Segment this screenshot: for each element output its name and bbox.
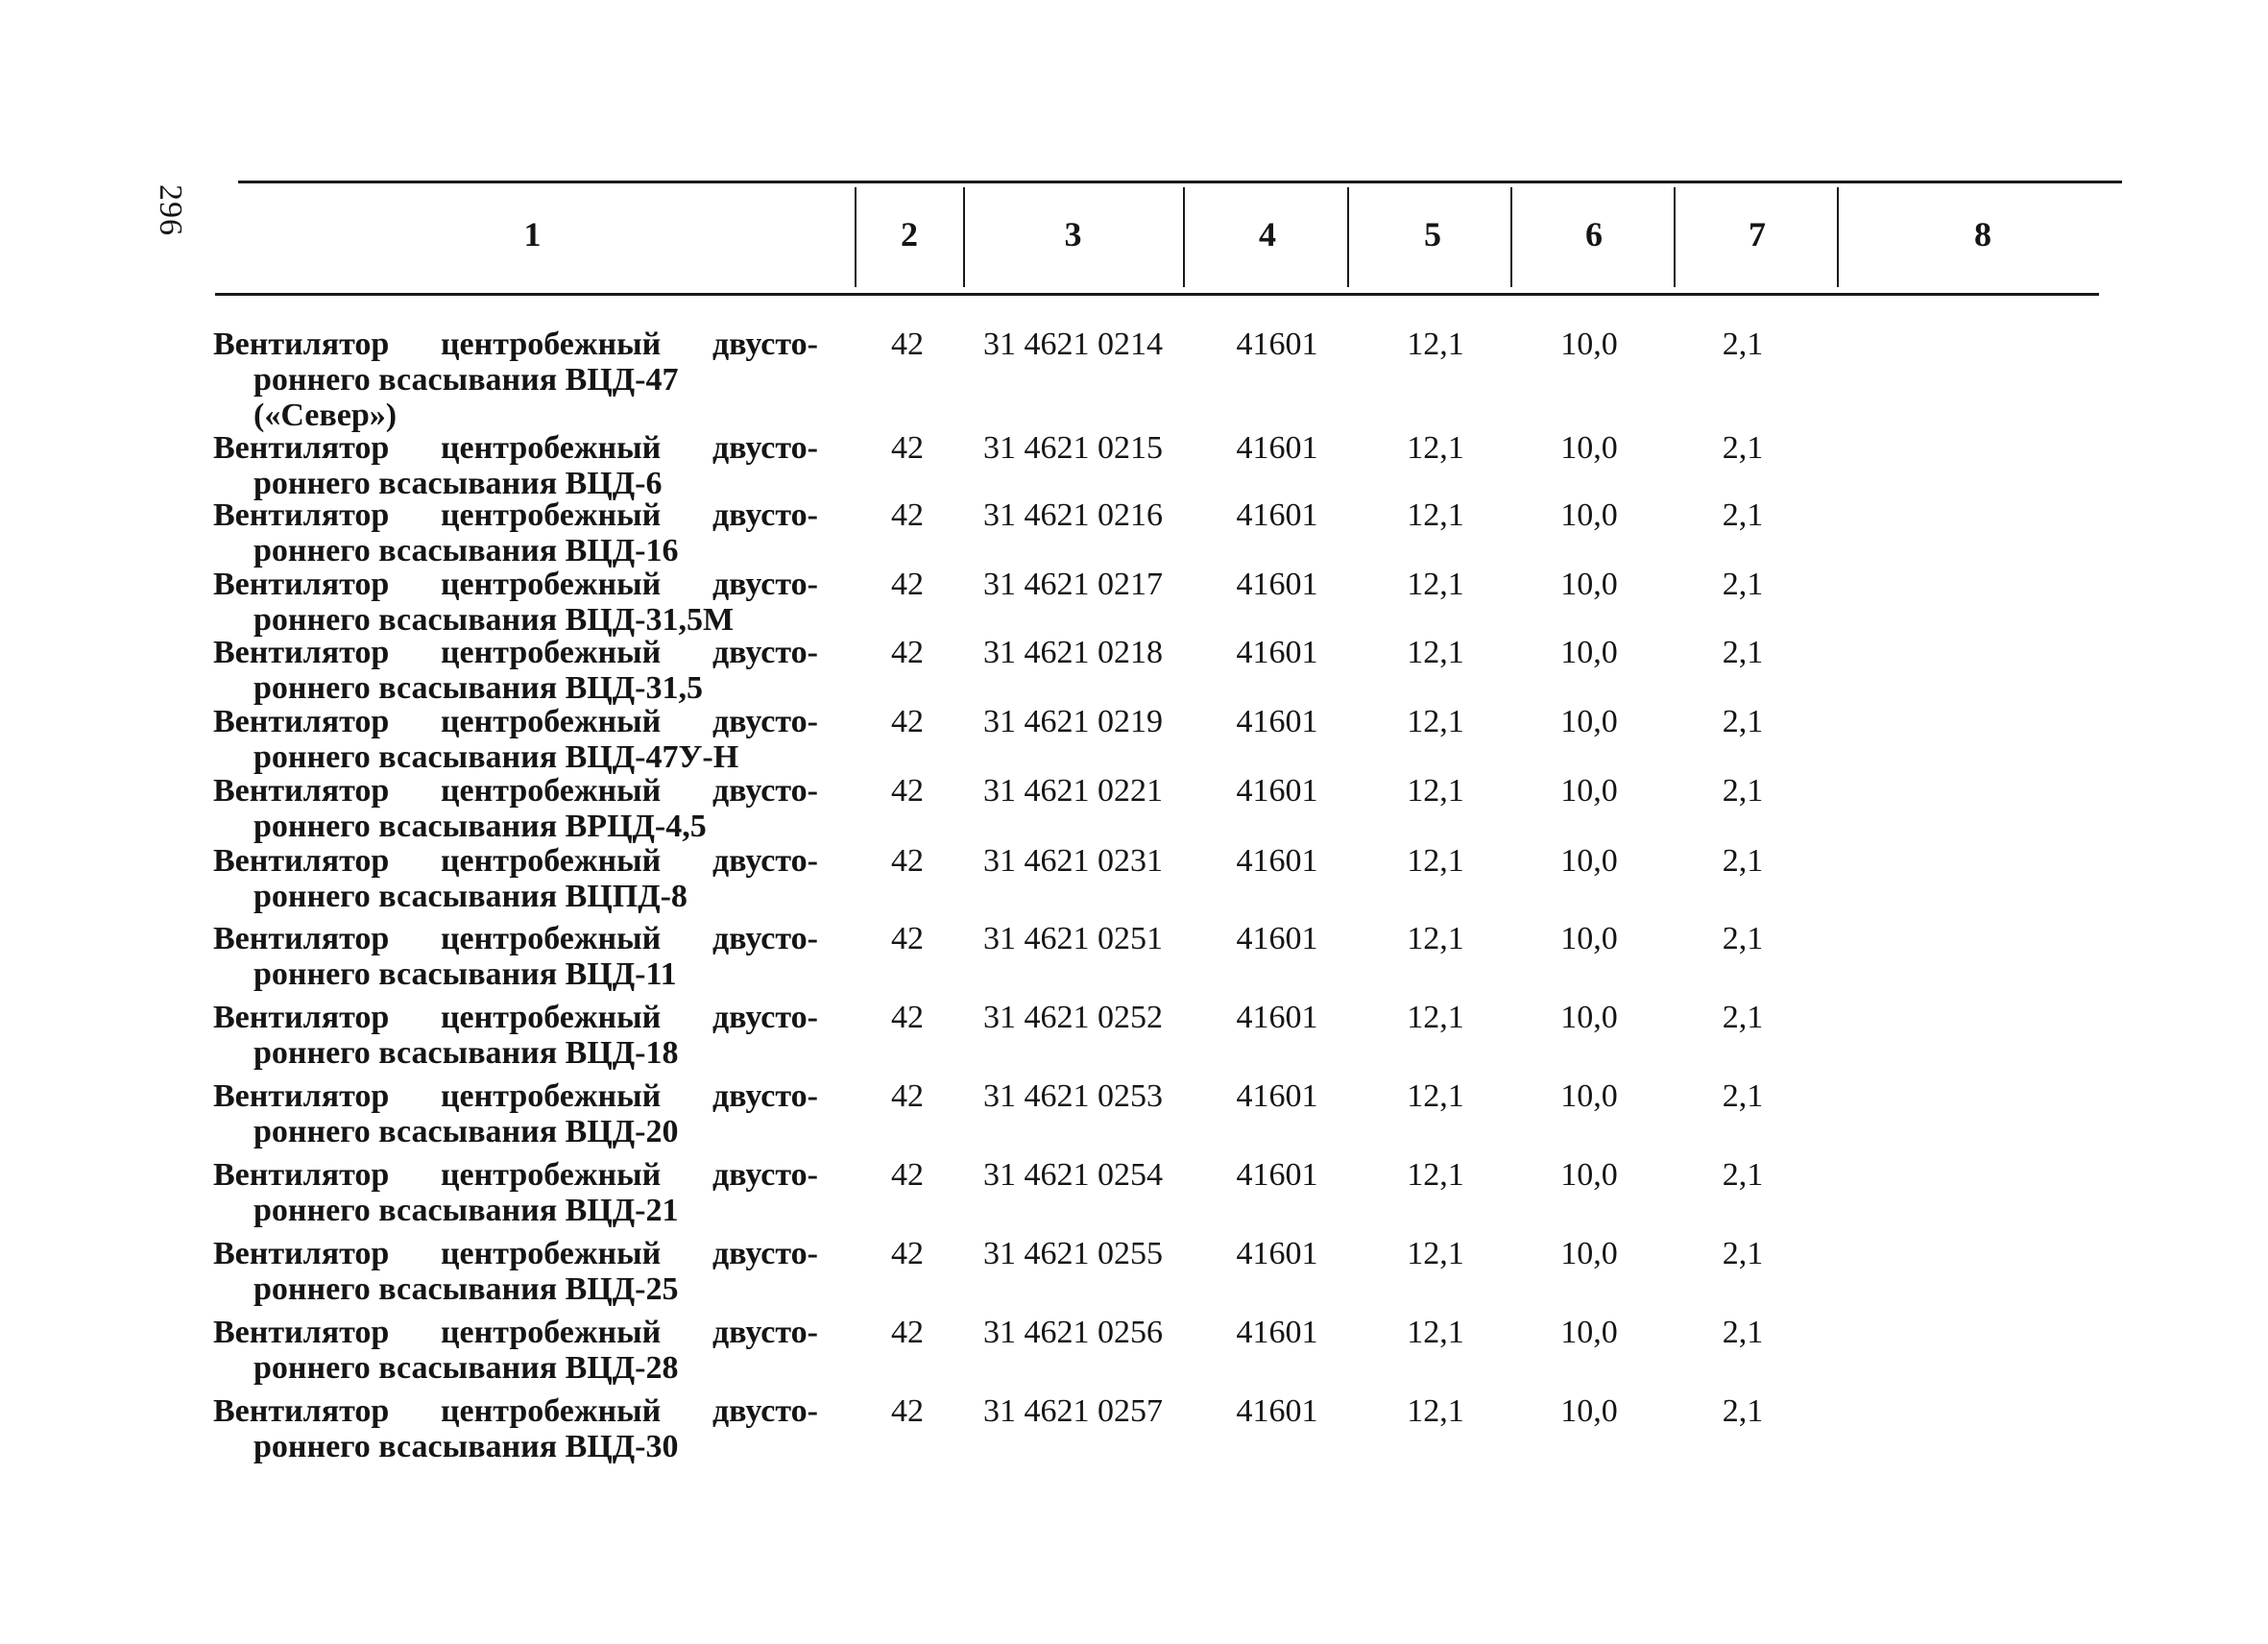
item-name <box>213 635 828 706</box>
cell-col-3: 31 4621 0216 <box>983 497 1163 533</box>
item-name-word: центробежный <box>440 704 662 739</box>
item-name-word: Вентилятор <box>213 1000 390 1035</box>
cell-col-3: 31 4621 0255 <box>983 1236 1163 1271</box>
item-name-line-2: роннего всасывания ВЦД-47У-Н <box>253 739 739 775</box>
cell-col-7: 2,1 <box>1722 921 1764 956</box>
page-number: 296 <box>153 184 188 236</box>
item-name-line-1 <box>213 1157 818 1193</box>
cell-col-3: 31 4621 0251 <box>983 921 1163 956</box>
cell-col-6: 10,0 <box>1560 1236 1618 1271</box>
item-name-word: Вентилятор <box>213 1236 390 1271</box>
item-name-word: центробежный <box>440 1236 662 1271</box>
cell-col-4: 41601 <box>1236 1315 1318 1350</box>
cell-col-6: 10,0 <box>1560 843 1618 879</box>
cell-col-4: 41601 <box>1236 567 1318 602</box>
item-name <box>213 567 828 638</box>
cell-col-2: 42 <box>891 326 924 362</box>
cell-col-7: 2,1 <box>1722 1393 1764 1429</box>
cell-col-3: 31 4621 0215 <box>983 430 1163 466</box>
item-name <box>213 326 828 433</box>
item-name-word: центробежный <box>440 567 662 602</box>
item-name-word: Вентилятор <box>213 497 390 533</box>
item-name-word: Вентилятор <box>213 843 390 879</box>
header-divider <box>963 187 965 287</box>
item-name-line-1 <box>213 704 818 739</box>
cell-col-6: 10,0 <box>1560 497 1618 533</box>
cell-col-6: 10,0 <box>1560 1078 1618 1114</box>
item-name-word: центробежный <box>440 635 662 670</box>
cell-col-6: 10,0 <box>1560 326 1618 362</box>
cell-col-4: 41601 <box>1236 1393 1318 1429</box>
cell-col-2: 42 <box>891 921 924 956</box>
item-name-line-2: роннего всасывания ВЦД-16 <box>253 533 679 568</box>
cell-col-2: 42 <box>891 704 924 739</box>
item-name-word: двусто- <box>712 1393 818 1429</box>
cell-col-7: 2,1 <box>1722 773 1764 809</box>
item-name-word: двусто- <box>712 704 818 739</box>
cell-col-7: 2,1 <box>1722 843 1764 879</box>
cell-col-4: 41601 <box>1236 326 1318 362</box>
item-name-word: центробежный <box>440 1393 662 1429</box>
item-name <box>213 430 828 501</box>
cell-col-2: 42 <box>891 773 924 809</box>
item-name-line-1 <box>213 1315 818 1350</box>
cell-col-4: 41601 <box>1236 704 1318 739</box>
item-name-line-2: роннего всасывания ВЦД-47 <box>253 362 679 398</box>
item-name-word: двусто- <box>712 635 818 670</box>
item-name-word: Вентилятор <box>213 1078 390 1114</box>
cell-col-2: 42 <box>891 1236 924 1271</box>
header-divider <box>1510 187 1512 287</box>
item-name-line-1 <box>213 1236 818 1271</box>
cell-col-3: 31 4621 0231 <box>983 843 1163 879</box>
cell-col-5: 12,1 <box>1407 1000 1464 1035</box>
cell-col-7: 2,1 <box>1722 326 1764 362</box>
cell-col-5: 12,1 <box>1407 326 1464 362</box>
item-name <box>213 1000 828 1071</box>
item-name-line-2: роннего всасывания ВЦД-21 <box>253 1193 679 1228</box>
item-name-line-2: роннего всасывания ВЦПД-8 <box>253 879 688 914</box>
cell-col-5: 12,1 <box>1407 1078 1464 1114</box>
cell-col-6: 10,0 <box>1560 1157 1618 1193</box>
cell-col-4: 41601 <box>1236 843 1318 879</box>
header-bottom-rule <box>215 293 2099 296</box>
item-name-line-2: роннего всасывания ВЦД-28 <box>253 1350 679 1386</box>
item-name-line-2: роннего всасывания ВЦД-31,5М <box>253 602 735 638</box>
header-col-1: 1 <box>523 215 542 254</box>
cell-col-5: 12,1 <box>1407 1393 1464 1429</box>
cell-col-2: 42 <box>891 635 924 670</box>
item-name-word: центробежный <box>440 497 662 533</box>
item-name-word: двусто- <box>712 1157 818 1193</box>
item-name-word: центробежный <box>440 843 662 879</box>
cell-col-7: 2,1 <box>1722 567 1764 602</box>
item-name-word: двусто- <box>712 773 818 809</box>
item-name-line-1 <box>213 326 818 362</box>
header-col-5: 5 <box>1424 215 1441 254</box>
item-name-word: Вентилятор <box>213 326 390 362</box>
item-name-line-1 <box>213 635 818 670</box>
cell-col-2: 42 <box>891 497 924 533</box>
cell-col-3: 31 4621 0219 <box>983 704 1163 739</box>
cell-col-3: 31 4621 0256 <box>983 1315 1163 1350</box>
cell-col-7: 2,1 <box>1722 1236 1764 1271</box>
cell-col-5: 12,1 <box>1407 1315 1464 1350</box>
cell-col-4: 41601 <box>1236 921 1318 956</box>
item-name-word: двусто- <box>712 567 818 602</box>
item-name-word: Вентилятор <box>213 773 390 809</box>
cell-col-6: 10,0 <box>1560 430 1618 466</box>
item-name-word: двусто- <box>712 1000 818 1035</box>
header-col-4: 4 <box>1259 215 1276 254</box>
cell-col-3: 31 4621 0214 <box>983 326 1163 362</box>
cell-col-6: 10,0 <box>1560 635 1618 670</box>
cell-col-5: 12,1 <box>1407 773 1464 809</box>
cell-col-5: 12,1 <box>1407 704 1464 739</box>
item-name-word: центробежный <box>440 430 662 466</box>
cell-col-4: 41601 <box>1236 1000 1318 1035</box>
item-name-word: Вентилятор <box>213 1393 390 1429</box>
cell-col-3: 31 4621 0252 <box>983 1000 1163 1035</box>
item-name-word: Вентилятор <box>213 921 390 956</box>
cell-col-6: 10,0 <box>1560 1315 1618 1350</box>
cell-col-2: 42 <box>891 1157 924 1193</box>
item-name-word: Вентилятор <box>213 704 390 739</box>
cell-col-3: 31 4621 0253 <box>983 1078 1163 1114</box>
item-name <box>213 1078 828 1149</box>
item-name-word: двусто- <box>712 1315 818 1350</box>
header-col-6: 6 <box>1585 215 1603 254</box>
cell-col-7: 2,1 <box>1722 430 1764 466</box>
cell-col-3: 31 4621 0257 <box>983 1393 1163 1429</box>
item-name-word: центробежный <box>440 921 662 956</box>
cell-col-4: 41601 <box>1236 497 1318 533</box>
item-name-word: Вентилятор <box>213 635 390 670</box>
item-name <box>213 1315 828 1386</box>
cell-col-5: 12,1 <box>1407 843 1464 879</box>
cell-col-5: 12,1 <box>1407 635 1464 670</box>
item-name-line-2: роннего всасывания ВРЦД-4,5 <box>253 809 707 844</box>
cell-col-2: 42 <box>891 1315 924 1350</box>
cell-col-5: 12,1 <box>1407 430 1464 466</box>
header-divider <box>855 187 857 287</box>
item-name-line-2: роннего всасывания ВЦД-18 <box>253 1035 679 1071</box>
item-name-word: двусто- <box>712 497 818 533</box>
cell-col-3: 31 4621 0221 <box>983 773 1163 809</box>
header-col-8: 8 <box>1974 215 1991 254</box>
cell-col-7: 2,1 <box>1722 704 1764 739</box>
item-name <box>213 843 828 914</box>
item-name-word: Вентилятор <box>213 1315 390 1350</box>
cell-col-4: 41601 <box>1236 1157 1318 1193</box>
item-name-line-1 <box>213 843 818 879</box>
header-divider <box>1837 187 1839 287</box>
item-name-word: центробежный <box>440 326 662 362</box>
cell-col-7: 2,1 <box>1722 1078 1764 1114</box>
item-name-word: Вентилятор <box>213 1157 390 1193</box>
item-name-line-2: роннего всасывания ВЦД-20 <box>253 1114 679 1149</box>
item-name-line-2: роннего всасывания ВЦД-31,5 <box>253 670 703 706</box>
item-name-word: Вентилятор <box>213 567 390 602</box>
item-name-word: центробежный <box>440 1000 662 1035</box>
item-name-line-1 <box>213 1078 818 1114</box>
item-name <box>213 773 828 844</box>
item-name <box>213 1236 828 1307</box>
item-name-line-1 <box>213 921 818 956</box>
cell-col-6: 10,0 <box>1560 704 1618 739</box>
cell-col-5: 12,1 <box>1407 1236 1464 1271</box>
item-name-word: Вентилятор <box>213 430 390 466</box>
item-name-word: двусто- <box>712 1236 818 1271</box>
cell-col-7: 2,1 <box>1722 635 1764 670</box>
item-name-word: центробежный <box>440 773 662 809</box>
item-name-word: центробежный <box>440 1157 662 1193</box>
cell-col-6: 10,0 <box>1560 773 1618 809</box>
cell-col-7: 2,1 <box>1722 497 1764 533</box>
item-name-word: двусто- <box>712 430 818 466</box>
cell-col-2: 42 <box>891 1000 924 1035</box>
item-name <box>213 1157 828 1228</box>
cell-col-4: 41601 <box>1236 773 1318 809</box>
header-col-3: 3 <box>1064 215 1082 254</box>
header-divider <box>1347 187 1349 287</box>
cell-col-2: 42 <box>891 430 924 466</box>
item-name-word: двусто- <box>712 326 818 362</box>
item-name-line-3: («Север») <box>253 398 398 433</box>
cell-col-5: 12,1 <box>1407 567 1464 602</box>
cell-col-3: 31 4621 0217 <box>983 567 1163 602</box>
cell-col-2: 42 <box>891 843 924 879</box>
header-divider <box>1183 187 1185 287</box>
cell-col-4: 41601 <box>1236 1078 1318 1114</box>
cell-col-5: 12,1 <box>1407 1157 1464 1193</box>
item-name-line-2: роннего всасывания ВЦД-30 <box>253 1429 679 1464</box>
item-name-line-2: роннего всасывания ВЦД-11 <box>253 956 677 992</box>
cell-col-4: 41601 <box>1236 635 1318 670</box>
cell-col-7: 2,1 <box>1722 1000 1764 1035</box>
cell-col-2: 42 <box>891 1078 924 1114</box>
cell-col-2: 42 <box>891 567 924 602</box>
header-col-7: 7 <box>1749 215 1766 254</box>
cell-col-5: 12,1 <box>1407 921 1464 956</box>
header-divider <box>1674 187 1676 287</box>
item-name <box>213 704 828 775</box>
cell-col-4: 41601 <box>1236 1236 1318 1271</box>
cell-col-6: 10,0 <box>1560 1000 1618 1035</box>
item-name-word: центробежный <box>440 1078 662 1114</box>
item-name-line-1 <box>213 1000 818 1035</box>
item-name-word: двусто- <box>712 843 818 879</box>
item-name-line-2: роннего всасывания ВЦД-25 <box>253 1271 679 1307</box>
item-name-line-1 <box>213 1393 818 1429</box>
header-col-2: 2 <box>901 215 918 254</box>
item-name-line-2: роннего всасывания ВЦД-6 <box>253 466 663 501</box>
cell-col-7: 2,1 <box>1722 1315 1764 1350</box>
cell-col-7: 2,1 <box>1722 1157 1764 1193</box>
cell-col-2: 42 <box>891 1393 924 1429</box>
item-name <box>213 1393 828 1464</box>
item-name-word: двусто- <box>712 1078 818 1114</box>
item-name <box>213 921 828 992</box>
cell-col-4: 41601 <box>1236 430 1318 466</box>
item-name-line-1 <box>213 430 818 466</box>
item-name-line-1 <box>213 567 818 602</box>
cell-col-6: 10,0 <box>1560 1393 1618 1429</box>
cell-col-5: 12,1 <box>1407 497 1464 533</box>
cell-col-3: 31 4621 0218 <box>983 635 1163 670</box>
item-name-line-1 <box>213 497 818 533</box>
item-name-word: двусто- <box>712 921 818 956</box>
item-name-line-1 <box>213 773 818 809</box>
cell-col-6: 10,0 <box>1560 921 1618 956</box>
item-name-word: центробежный <box>440 1315 662 1350</box>
cell-col-6: 10,0 <box>1560 567 1618 602</box>
item-name <box>213 497 828 568</box>
cell-col-3: 31 4621 0254 <box>983 1157 1163 1193</box>
table-header <box>0 182 2268 292</box>
